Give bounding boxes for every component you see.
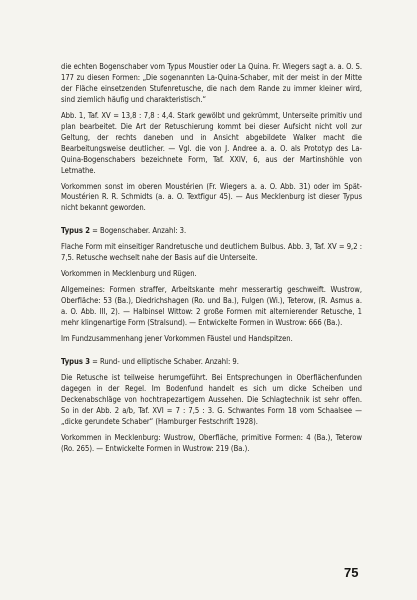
paragraph-allgemeines: Allgemeines: Formen straffer, Arbeitskante mehr messerartig geschweift. Wustrow, Oberfläche: 53 (Ba.), Diedrichshagen (Ro. und Ba.), Fulgen (Wi.), Teterow, (R. Asmus a. a. O. Abb. III, 2). — Halbinsel Wittow: 2 große Formen mit alternierender Retusche, 1 mehr klingenartige Form (Stralsund). — Entwickelte Formen in Wustrow: 666 (Ba.). [61,285,362,328]
heading-typus-3 [61,357,362,368]
typus-3-text [61,357,239,366]
typus-3-rest: = Rund- und elliptische Schaber. Anzahl: 9. [90,356,239,366]
page-number: 75 [344,565,359,580]
body-text [61,62,362,460]
paragraph-vorkommen-2: Vorkommen in Mecklenburg und Rügen. [61,269,197,279]
typus-2-label: Typus 2 [61,226,91,236]
typus-3-label: Typus 3 [61,356,91,366]
paragraph-vorkommen-1: Vorkommen sonst im oberen Moustérien (Fr. Wiegers a. a. O. Abb. 31) oder im Spät-Moustérien R. R. Schmidts (a. a. O. Textfigur 45). — Aus Mecklenburg ist dieser Typus nicht bekannt geworden. [61,181,362,213]
paragraph-typus2-desc: Flache Form mit einseitiger Randretusche und deutlichem Bulbus. Abb. 3, Taf. XV = 9,2 : 7,5. Retusche wechselt nahe der Basis auf die Unterseite. [61,242,362,263]
paragraph-bogenschaber-intro: die echten Bogenschaber vom Typus Moustier oder La Quina. Fr. Wiegers sagt a. a. O. S. 177 zu diesen Formen: „Die sogenannten La-Quina-Schaber, mit der meist in der Mitte der Fläche einsetzenden Stufenretusche, die nach dem Rande zu immer kleiner wird, sind ziemlich häufig und charakteristisch.“ [61,62,362,104]
paragraph-abb1: Abb. 1, Taf. XV = 13,8 : 7,8 : 4,4. Stark gewölbt und gekrümmt, Unterseite primitiv und plan bearbeitet. Die Art der Retuschierung kommt bei dieser Aufsicht nicht voll zur Geltung, der rechts daneben und in Ansicht abgebildete Walker macht die Bearbeitungsweise deutlicher. — Vgl. die von J. Andree a. a. O. als Prototyp des La-Quina-Bogenschabers bezeichnete Form, Taf. XXIV, 6, aus der Martinshöhle von Letmathe. [61,110,362,175]
paragraph-fundzusammenhang: Im Fundzusammenhang jener Vorkommen Fäustel und Handspitzen. [61,334,293,344]
typus-2-text [61,226,186,235]
heading-typus-2 [61,226,362,237]
paragraph-typus3-desc: Die Retusche ist teilweise herumgeführt. Bei Entsprechungen in Oberflächenfunden dagegen in der Regel. Im Bodenfund handelt es sich um dicke Scheiben und Deckenabschläge von hochtrapezartigem Aussehen. Die Schlagtechnik ist sehr offen. So in der Abb. 2 a/b, Taf. XVI = 7 : 7,5 : 3. G. Schwantes Form 18 vom Schaalsee — „dicke gerundete Schaber“ (Hamburger Festschrift 1928). [61,372,362,426]
paragraph-vorkommen-3: Vorkommen in Mecklenburg: Wustrow, Oberfläche, primitive Formen: 4 (Ba.), Teterow (Ro. 265). — Entwickelte Formen in Wustrow: 219 (Ba.). [61,432,362,453]
typus-2-rest: = Bogenschaber. Anzahl: 3. [90,226,187,236]
